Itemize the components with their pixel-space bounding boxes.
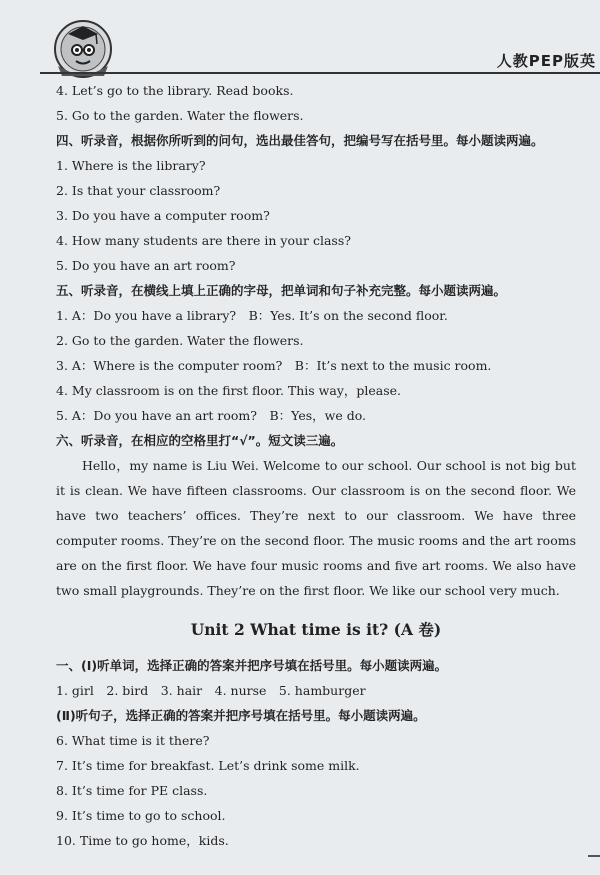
item-6: 6. What time is it there?	[56, 733, 210, 748]
page-content	[56, 78, 576, 853]
header-divider	[40, 72, 600, 74]
header-title: 人教PEP版英	[496, 52, 596, 70]
section-heading-4: 四、听录音，根据你所听到的问句，选出最佳答句，把编号写在括号里。每小题读两遍。	[56, 133, 544, 148]
section-heading-5: 五、听录音，在横线上填上正确的字母，把单词和句子补充完整。每小题读两遍。	[56, 283, 507, 298]
question-2: 2. Is that your classroom?	[56, 183, 221, 198]
section-heading-1a: 一、(Ⅰ)听单词，选择正确的答案并把序号填在括号里。每小题读两遍。	[56, 658, 448, 673]
item-9: 9. It’s time to go to school.	[56, 808, 226, 823]
item-10: 10. Time to go home，kids.	[56, 833, 229, 848]
sentence-4: 4. My classroom is on the first floor. This way，please.	[56, 383, 402, 398]
text-line: 5. Go to the garden. Water the flowers.	[56, 108, 304, 123]
question-5: 5. Do you have an art room?	[56, 258, 236, 273]
sentence-2: 2. Go to the garden. Water the flowers.	[56, 333, 304, 348]
word-list: 1. girl 2. bird 3. hair 4. nurse 5. hamburger	[56, 683, 366, 698]
page-edge-mark	[588, 855, 600, 857]
section-heading-1b: (Ⅱ)听句子，选择正确的答案并把序号填在括号里。每小题读两遍。	[56, 708, 426, 723]
text-line: 4. Let’s go to the library. Read books.	[56, 83, 294, 98]
item-8: 8. It’s time for PE class.	[56, 783, 208, 798]
question-3: 3. Do you have a computer room?	[56, 208, 270, 223]
question-4: 4. How many students are there in your class?	[56, 233, 351, 248]
sentence-1: 1. A：Do you have a library? B：Yes. It’s on the second floor.	[56, 308, 448, 323]
sentence-5: 5. A：Do you have an art room? B：Yes，we do.	[56, 408, 366, 423]
unit-title: Unit 2 What time is it? (A 卷)	[190, 620, 442, 639]
item-7: 7. It’s time for breakfast. Let’s drink some milk.	[56, 758, 360, 773]
question-1: 1. Where is the library?	[56, 158, 206, 173]
reading-passage: Hello，my name is Liu Wei. Welcome to our school. Our school is not big but it is clean. We have fifteen classrooms. Our classroom is on the second floor. We have two teachers’ offices. They’re next to our classroom. We have three computer rooms. They’re on the second floor. The music rooms and the art rooms are on the first floor. We have four music rooms and five art rooms. We also have two small playgrounds. They’re on the first floor. We like our school very much.	[56, 458, 576, 598]
section-heading-6: 六、听录音，在相应的空格里打“√”。短文读三遍。	[56, 433, 344, 448]
sentence-3: 3. A：Where is the computer room? B：It’s next to the music room.	[56, 358, 492, 373]
